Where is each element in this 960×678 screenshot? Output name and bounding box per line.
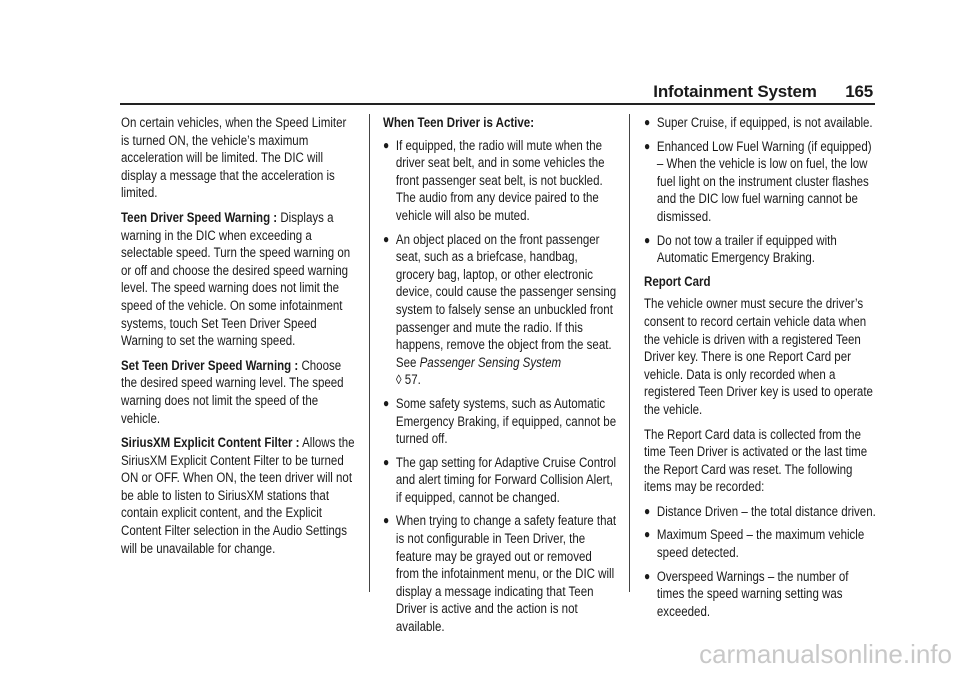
list-item: ● Enhanced Low Fuel Warning (if equipped) – When the vehicle is low on fuel, the low fuel light on the instrument cluster flashes and the DIC low fuel warning cannot be dismissed. [644,138,872,224]
page-header [0,82,873,102]
bullet-icon: ● [644,503,651,518]
list-item: ● Some safety systems, such as Automatic Emergency Braking, if equipped, cannot be turned off. [383,395,617,447]
entry-term: SiriusXM Explicit Content Filter : [121,435,300,451]
bullet-icon: ● [383,395,390,410]
watermark-text: carmanualsonline.info [699,639,952,669]
header-rule [120,103,875,105]
xref-passenger-sensing[interactable]: Passenger Sensing System [419,354,562,370]
entry-term: Set Teen Driver Speed Warning : [121,357,299,373]
list-item: ● Maximum Speed – the maximum vehicle speed detected. [644,527,865,561]
column-1 [121,114,356,564]
list-item-object-on-seat: ● An object placed on the front passenger seat, such as a briefcase, handbag, grocery bag, laptop, or other electronic device, could cause the passenger sensing system to falsely sense an unbuckled front passenger and mute the radio. If this happens, remove the object from the seat. See Passenger Sensing System ◊ 57. [383,231,617,388]
list-item: ● Do not tow a trailer if equipped with Automatic Emergency Braking. [644,232,837,266]
entry-term: Teen Driver Speed Warning : [121,209,278,225]
bullet-icon: ● [383,454,390,469]
entry-siriusxm-filter [121,434,356,557]
page-number: 165 [845,82,873,101]
bullet-icon: ● [644,232,651,247]
entry-set-teen-speed-warning [121,357,356,427]
column-2 [383,114,618,642]
report-card-paragraph-2: The Report Card data is collected from the time Teen Driver is activated or the last time the Report Card was reset. The following items may be recorded: [644,426,868,495]
bullet-icon: ● [383,513,390,528]
list-item: ● Overspeed Warnings – the number of times the speed warning setting was exceeded. [644,568,849,619]
report-card-list [644,503,879,621]
column-divider-1 [369,114,370,592]
entry-teen-speed-warning [121,209,356,350]
list-item: ● Super Cruise, if equipped, is not available. [644,115,873,130]
report-card-heading: Report Card [644,273,711,289]
section-title: Infotainment System [653,82,817,101]
teen-driver-active-list [383,137,618,636]
entry-text: Displays a warning in the DIC when exceeding a selectable speed. Turn the speed warning on or off and choose the desired speed warning level. The speed warning does not limit the speed of the vehicle. On some infotainment systems, touch Set Teen Driver Speed Warning to set the warning speed. [121,209,351,349]
list-item: ● If equipped, the radio will mute when the driver seat belt, and in some vehicles the front passenger seat belt, is not buckled. The audio from any device paired to the vehicle will also be muted. [383,137,605,223]
xref-page-number[interactable]: 57 [404,372,418,388]
column-3 [644,114,879,626]
intro-paragraph: On certain vehicles, when the Speed Limiter is turned ON, the vehicle’s maximum acceleration will be limited. The DIC will display a message that the acceleration is limited. [121,115,347,201]
bullet-icon: ● [383,231,390,246]
teen-driver-active-heading: When Teen Driver is Active: [383,115,535,130]
list-item: ● When trying to change a safety feature that is not configurable in Teen Driver, the feature may be grayed out or removed from the infotainment menu, or the DIC will display a message indicating that Teen Driver is active and the action is not available. [383,513,617,635]
xref-page-icon: ◊ [395,372,402,388]
restrictions-list [644,114,879,267]
bullet-icon: ● [644,115,651,129]
bullet-icon: ● [383,137,390,152]
footer-watermark [0,638,960,678]
entry-text: Allows the SiriusXM Explicit Content Filter to be turned ON or OFF. When ON, the teen driver will not be able to listen to SiriusXM stations that contain explicit content, and the Explicit Content Filter selection in the Audio Settings will be unavailable for change. [121,435,355,556]
list-item: ● Distance Driven – the total distance driven. [644,503,876,519]
bullet-icon: ● [644,138,651,153]
bullet-icon: ● [644,527,651,542]
report-card-paragraph-1: The vehicle owner must secure the driver’s consent to record certain vehicle data when the vehicle is driven with a registered Teen Driver key. There is one Report Card per vehicle. Data is only recorded when a registered Teen Driver key is used to operate the vehicle. [644,296,873,417]
column-divider-2 [629,114,630,592]
list-item: ● The gap setting for Adaptive Cruise Control and alert timing for Forward Collision Alert, if equipped, cannot be changed. [383,454,617,505]
entry-text: Choose the desired speed warning level. The speed warning does not limit the speed of the vehicle. [121,357,344,426]
bullet-icon: ● [644,568,651,583]
